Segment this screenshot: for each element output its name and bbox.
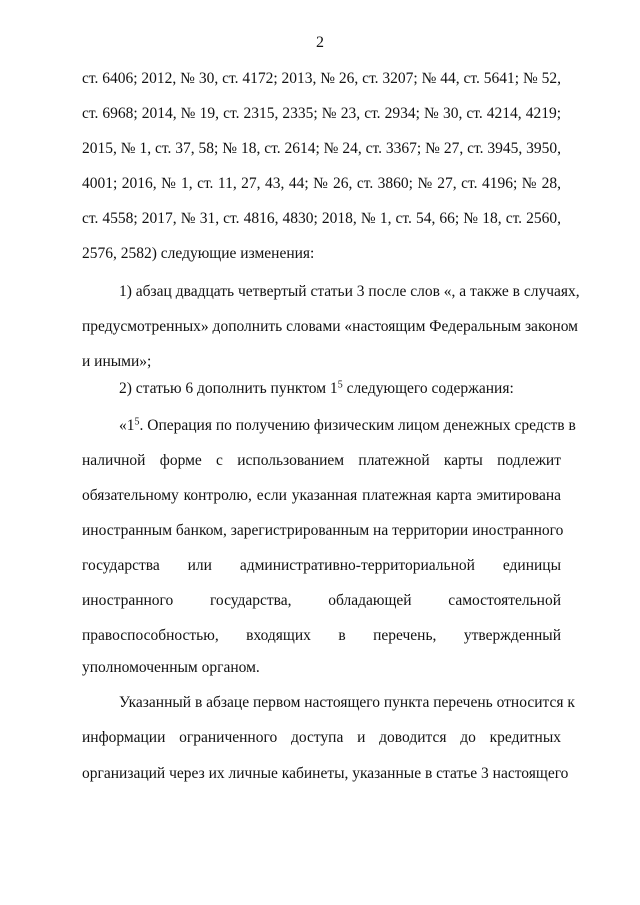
text-line: 2015, № 1, ст. 37, 58; № 18, ст. 2614; № 24, ст. 3367; № 27, ст. 3945, 3950, [82,140,561,157]
page-number: 2 [316,34,324,51]
text-run: 2) статью 6 дополнить пунктом 1 [119,380,338,397]
text-line: ст. 6406; 2012, № 30, ст. 4172; 2013, № 26, ст. 3207; № 44, ст. 5641; № 52, [82,70,561,87]
text-line: 1) абзац двадцать четвертый статьи 3 после слов «, а также в случаях, [119,283,580,300]
text-line: Указанный в абзаце первом настоящего пункта перечень относится к [119,694,575,711]
text-line [119,379,561,399]
text-line [119,416,576,436]
text-line: ст. 4558; 2017, № 31, ст. 4816, 4830; 2018, № 1, ст. 54, 66; № 18, ст. 2560, [82,210,561,227]
text-line: и иными»; [82,353,152,370]
text-line: ст. 6968; 2014, № 19, ст. 2315, 2335; № 23, ст. 2934; № 30, ст. 4214, 4219; [82,105,561,122]
text-line: предусмотренных» дополнить словами «настоящим Федеральным законом [82,318,578,335]
text-line: правоспособностью, входящих в перечень, утвержденный [82,627,561,644]
text-line: 4001; 2016, № 1, ст. 11, 27, 43, 44; № 26, ст. 3860; № 27, ст. 4196; № 28, [82,175,561,192]
text-line: информации ограниченного доступа и доводится до кредитных [82,729,561,746]
text-run: «1 [119,417,135,434]
text-run: следующего содержания: [342,380,514,397]
text-run: . Операция по получению физическим лицом денежных средств в [139,417,576,434]
text-line: иностранного государства, обладающей самостоятельной [82,592,561,609]
text-line: иностранным банком, зарегистрированным на территории иностранного [82,522,564,539]
superscript: 5 [337,379,343,391]
text-line: государства или административно-территориальной единицы [82,557,561,574]
superscript: 5 [134,416,140,428]
text-line: наличной форме с использованием платежной карты подлежит [82,452,561,469]
text-line: обязательному контролю, если указанная платежная карта эмитирована [82,487,561,504]
text-line: организаций через их личные кабинеты, указанные в статье 3 настоящего [82,765,569,782]
text-line: 2576, 2582) следующие изменения: [82,245,315,262]
text-line: уполномоченным органом. [82,659,260,676]
